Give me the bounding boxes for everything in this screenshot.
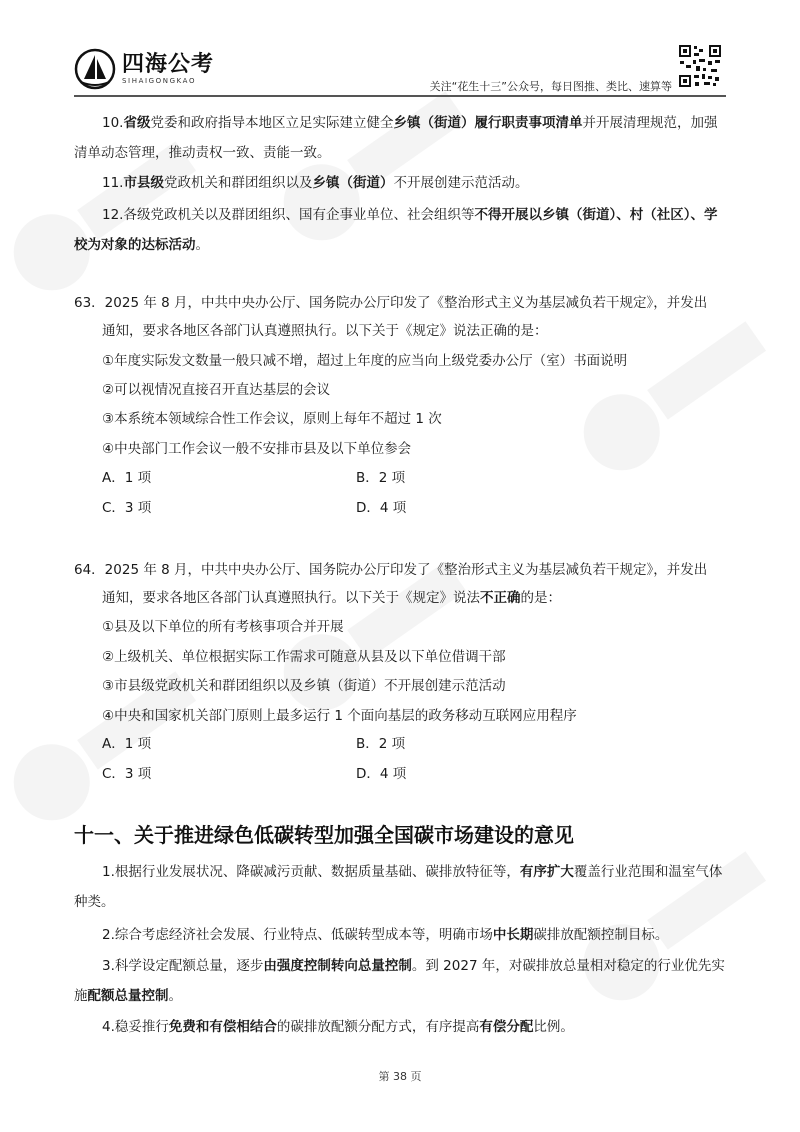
- page-header: [0, 0, 800, 100]
- list-item: 2.综合考虑经济社会发展、行业特点、低碳转型成本等，明确市场中长期碳排放配额控制目标。: [102, 927, 669, 943]
- question-stem: 通知，要求各地区各部门认真遵照执行。以下关于《规定》说法不正确的是：: [102, 590, 561, 606]
- brand-logo: [74, 48, 214, 90]
- list-item: 3.科学设定配额总量，逐步由强度控制转向总量控制。到 2027 年，对碳排放总量相对稳定的行业优先实施配额总量控制。: [74, 958, 725, 1004]
- question-stem: 64．2025 年 8 月，中共中央办公厅、国务院办公厅印发了《整治形式主义为基层减负若干规定》，并发出: [74, 562, 708, 578]
- statement-item: ①年度实际发文数量一般只减不增，超过上年度的应当向上级党委办公厅（室）书面说明: [102, 353, 628, 369]
- statement-item: ①县及以下单位的所有考核事项合并开展: [102, 619, 344, 635]
- answer-option: B．2 项: [356, 470, 406, 486]
- qr-code-icon: [678, 44, 722, 88]
- sailboat-icon: [74, 48, 116, 90]
- logo-subtext: SIHAIGONGKAO: [122, 76, 197, 85]
- statement-item: ④中央部门工作会议一般不安排市县及以下单位参会: [102, 441, 412, 457]
- list-item: 4.稳妥推行免费和有偿相结合的碳排放配额分配方式，有序提高有偿分配比例。: [102, 1019, 574, 1035]
- logo-text: 四海公考: [122, 51, 215, 77]
- header-divider: [74, 95, 726, 97]
- question-stem: 通知，要求各地区各部门认真遵照执行。以下关于《规定》说法正确的是：: [102, 323, 548, 339]
- section-heading: 十一、关于推进绿色低碳转型加强全国碳市场建设的意见: [74, 823, 574, 847]
- question-stem: 63．2025 年 8 月，中共中央办公厅、国务院办公厅印发了《整治形式主义为基层减负若干规定》，并发出: [74, 295, 708, 311]
- statement-item: ②可以视情况直接召开直达基层的会议: [102, 382, 331, 398]
- answer-option: C．3 项: [102, 766, 152, 782]
- statement-item: ③本系统本领域综合性工作会议，原则上每年不超过 1 次: [102, 411, 442, 427]
- answer-option: A．1 项: [102, 470, 152, 486]
- answer-option: D．4 项: [356, 766, 407, 782]
- list-item: 11.市县级党政机关和群团组织以及乡镇（街道）不开展创建示范活动。: [102, 175, 529, 191]
- answer-option: B．2 项: [356, 736, 406, 752]
- statement-item: ②上级机关、单位根据实际工作需求可随意从县及以下单位借调干部: [102, 649, 506, 665]
- list-item: 12.各级党政机关以及群团组织、国有企事业单位、社会组织等不得开展以乡镇（街道）、村（社区）、学校为对象的达标活动。: [74, 207, 718, 253]
- header-tagline: 关注“花生十三”公众号，每日图推、类比、速算等: [429, 80, 672, 93]
- statement-item: ③市县级党政机关和群团组织以及乡镇（街道）不开展创建示范活动: [102, 678, 506, 694]
- list-item: 1.根据行业发展状况、降碳减污贡献、数据质量基础、碳排放特征等，有序扩大覆盖行业范围和温室气体种类。: [74, 864, 723, 910]
- answer-option: A．1 项: [102, 736, 152, 752]
- list-item: 10.省级党委和政府指导本地区立足实际建立健全乡镇（街道）履行职责事项清单并开展清理规范，加强清单动态管理，推动责权一致、责能一致。: [74, 115, 718, 161]
- answer-option: C．3 项: [102, 500, 152, 516]
- statement-item: ④中央和国家机关部门原则上最多运行 1 个面向基层的政务移动互联网应用程序: [102, 708, 577, 724]
- answer-option: D．4 项: [356, 500, 407, 516]
- page-number: 第 38 页: [378, 1070, 422, 1083]
